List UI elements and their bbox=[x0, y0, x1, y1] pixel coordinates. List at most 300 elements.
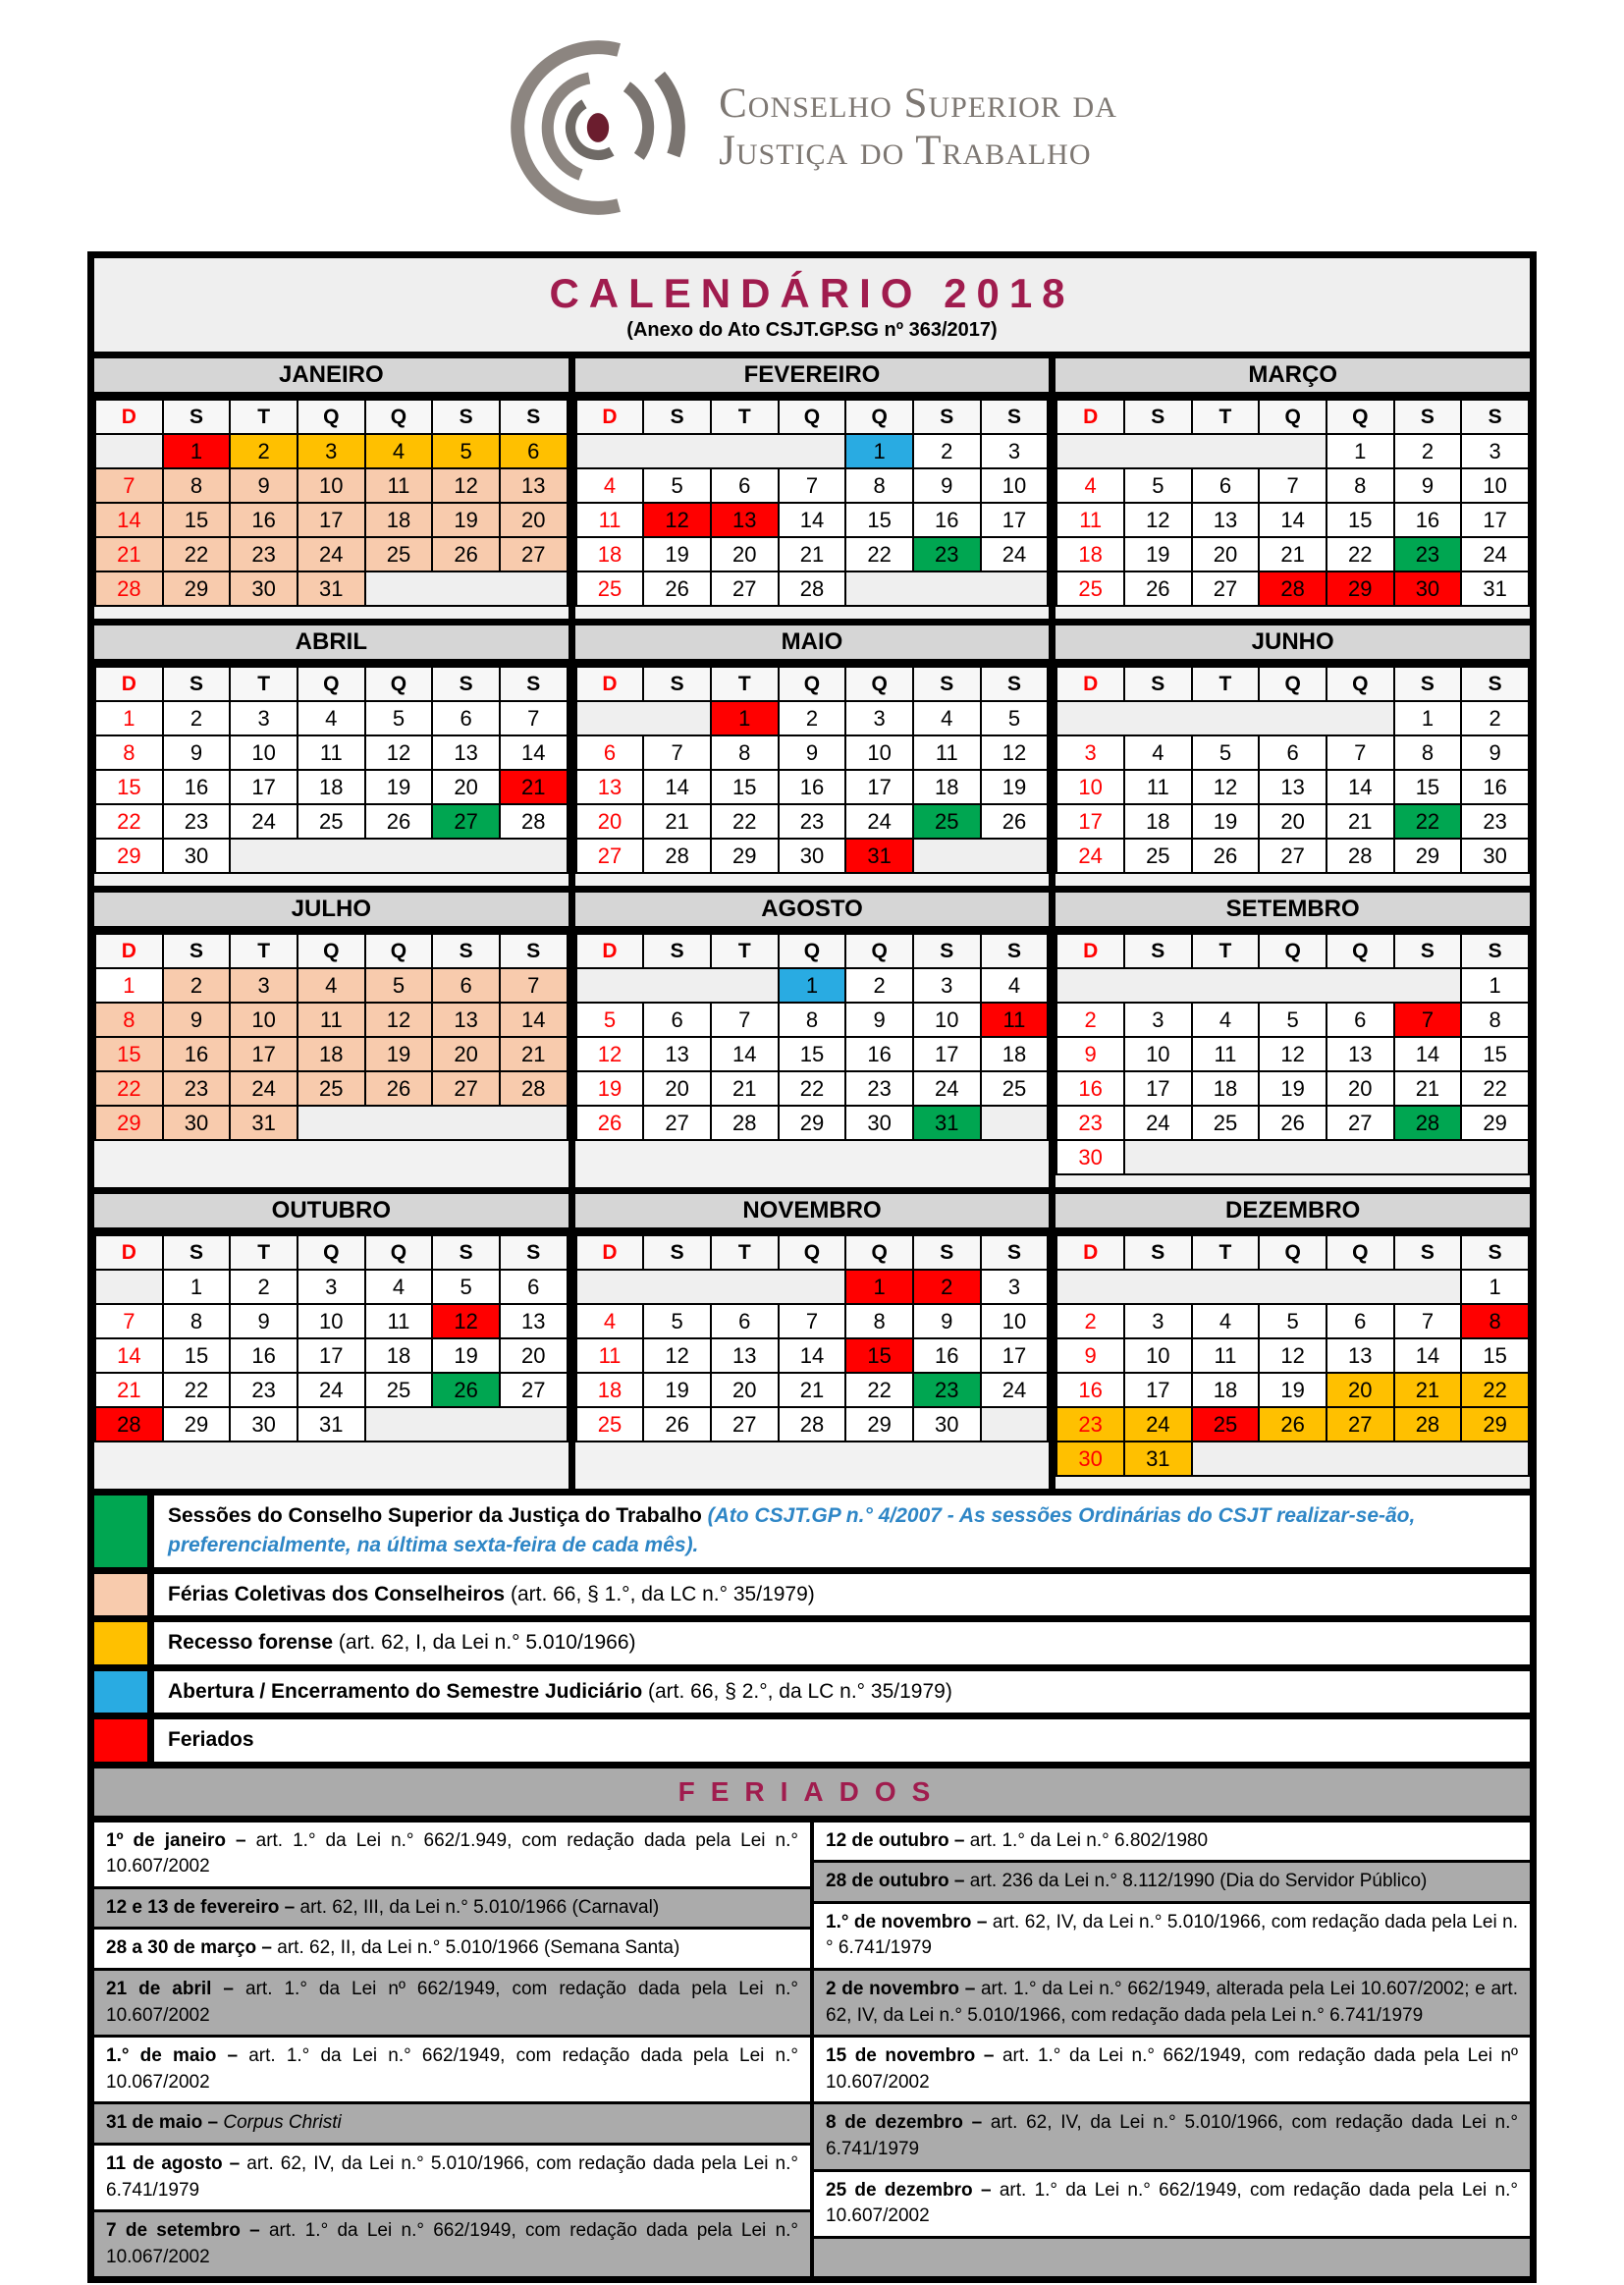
day-cell: 29 bbox=[711, 839, 779, 873]
day-cell: 18 bbox=[1192, 1373, 1260, 1407]
day-cell: 8 bbox=[163, 1304, 231, 1338]
day-cell: 9 bbox=[1461, 735, 1529, 770]
legend-note: (art. 62, I, da Lei n.° 5.010/1966) bbox=[338, 1631, 636, 1655]
day-cell: 25 bbox=[576, 571, 644, 606]
weekday-header: Q bbox=[845, 400, 913, 434]
day-cell: 17 bbox=[298, 503, 365, 537]
weekday-header: Q bbox=[1326, 400, 1394, 434]
day-cell: 25 bbox=[365, 1373, 433, 1407]
weekday-row bbox=[576, 934, 1049, 968]
day-cell: 8 bbox=[1461, 1003, 1529, 1037]
weekday-header: S bbox=[643, 1235, 711, 1270]
day-cell: 28 bbox=[1394, 1106, 1462, 1140]
day-cell: 20 bbox=[500, 1338, 568, 1373]
weekday-header: Q bbox=[365, 934, 433, 968]
day-cell: 8 bbox=[845, 468, 913, 503]
weekday-header: S bbox=[1394, 667, 1462, 701]
day-cell: 24 bbox=[230, 804, 298, 839]
day-cell: 13 bbox=[643, 1037, 711, 1071]
day-cell: 31 bbox=[1461, 571, 1529, 606]
day-cell: 11 bbox=[1192, 1338, 1260, 1373]
day-cell: 31 bbox=[845, 839, 913, 873]
day-cell: 26 bbox=[432, 537, 500, 571]
day-cell: 8 bbox=[1326, 468, 1394, 503]
day-cell: 12 bbox=[1124, 503, 1192, 537]
day-cell: 23 bbox=[163, 1071, 231, 1106]
legend bbox=[94, 1496, 1530, 1762]
vacation-swatch bbox=[94, 1574, 154, 1615]
empty-cell bbox=[576, 434, 846, 468]
day-cell: 18 bbox=[981, 1037, 1049, 1071]
feriado-text: art. 1.° da Lei n.° 662/1949, com redação dada pela Lei n.° 10.607/2002 bbox=[826, 2179, 1518, 2227]
org-name-line2: Justiça do Trabalho bbox=[719, 128, 1092, 174]
legend-row-recess bbox=[94, 1622, 1530, 1663]
week-row bbox=[95, 1003, 568, 1037]
weekday-header: S bbox=[981, 934, 1049, 968]
weekday-header: S bbox=[432, 400, 500, 434]
week-row bbox=[576, 701, 1049, 735]
day-cell: 11 bbox=[576, 1338, 644, 1373]
day-cell: 5 bbox=[981, 701, 1049, 735]
day-cell: 22 bbox=[1461, 1373, 1529, 1407]
day-cell: 22 bbox=[1461, 1071, 1529, 1106]
day-cell: 1 bbox=[163, 434, 231, 468]
title-block bbox=[94, 258, 1530, 352]
day-cell: 26 bbox=[1259, 1106, 1326, 1140]
weekday-row bbox=[95, 934, 568, 968]
feriado-text: art. 62, IV, da Lei n.° 5.010/1966, com redação dada pela Lei n.° 6.741/1979 bbox=[826, 1911, 1518, 1959]
weekday-header: S bbox=[500, 1235, 568, 1270]
legend-text bbox=[154, 1622, 1530, 1663]
day-cell: 10 bbox=[230, 735, 298, 770]
week-row bbox=[576, 804, 1049, 839]
day-cell: 10 bbox=[1461, 468, 1529, 503]
weekday-header: D bbox=[95, 1235, 163, 1270]
week-row bbox=[95, 1304, 568, 1338]
day-cell: 4 bbox=[365, 1270, 433, 1304]
day-cell: 17 bbox=[1056, 804, 1124, 839]
day-cell: 5 bbox=[365, 968, 433, 1003]
weekday-row bbox=[1056, 934, 1529, 968]
day-cell: 29 bbox=[845, 1407, 913, 1442]
day-cell: 15 bbox=[163, 1338, 231, 1373]
page-title: CALENDÁRIO 2018 bbox=[549, 270, 1075, 316]
weekday-header: D bbox=[1056, 667, 1124, 701]
day-cell: 5 bbox=[1192, 735, 1260, 770]
feriados-column-left bbox=[94, 1823, 810, 2277]
day-cell: 20 bbox=[643, 1071, 711, 1106]
feriado-item bbox=[814, 2038, 1530, 2101]
day-cell: 5 bbox=[432, 434, 500, 468]
day-cell: 19 bbox=[1259, 1071, 1326, 1106]
empty-cell bbox=[365, 571, 568, 606]
day-cell: 12 bbox=[1259, 1338, 1326, 1373]
weekday-row bbox=[95, 400, 568, 434]
legend-label: Feriados bbox=[168, 1728, 254, 1752]
day-cell: 11 bbox=[1124, 770, 1192, 804]
weekday-header: S bbox=[432, 667, 500, 701]
day-cell: 16 bbox=[779, 770, 846, 804]
day-cell: 3 bbox=[298, 1270, 365, 1304]
day-cell: 12 bbox=[432, 468, 500, 503]
month-table bbox=[1056, 1234, 1530, 1477]
day-cell: 30 bbox=[1461, 839, 1529, 873]
week-row bbox=[95, 434, 568, 468]
day-cell: 6 bbox=[432, 968, 500, 1003]
month-filler bbox=[94, 1442, 568, 1489]
empty-cell bbox=[95, 1270, 163, 1304]
feriado-text: art. 1.° da Lei n.° 662/1949, com redação dada pela Lei n.° 10.067/2002 bbox=[106, 2220, 799, 2267]
weekday-header: T bbox=[711, 934, 779, 968]
day-cell: 13 bbox=[711, 1338, 779, 1373]
day-cell: 18 bbox=[365, 503, 433, 537]
week-row bbox=[1056, 701, 1529, 735]
day-cell: 31 bbox=[913, 1106, 981, 1140]
day-cell: 21 bbox=[643, 804, 711, 839]
week-row bbox=[576, 1270, 1049, 1304]
month-title: FEVEREIRO bbox=[575, 358, 1050, 399]
day-cell: 20 bbox=[432, 770, 500, 804]
day-cell: 17 bbox=[298, 1338, 365, 1373]
day-cell: 23 bbox=[913, 537, 981, 571]
day-cell: 31 bbox=[298, 1407, 365, 1442]
legend-row-holiday bbox=[94, 1719, 1530, 1761]
feriado-text: art. 62, II, da Lei n.° 5.010/1966 (Semana Santa) bbox=[277, 1937, 680, 1959]
month-filler bbox=[94, 607, 568, 619]
day-cell: 21 bbox=[779, 1373, 846, 1407]
day-cell: 8 bbox=[95, 735, 163, 770]
weekday-header: Q bbox=[845, 1235, 913, 1270]
day-cell: 18 bbox=[1124, 804, 1192, 839]
weekday-header: Q bbox=[1326, 667, 1394, 701]
day-cell: 19 bbox=[432, 503, 500, 537]
day-cell: 15 bbox=[1326, 503, 1394, 537]
feriado-text: art. 62, III, da Lei n.° 5.010/1966 (Carnaval) bbox=[299, 1896, 660, 1918]
day-cell: 19 bbox=[643, 1373, 711, 1407]
feriado-text: art. 1.° da Lei n.° 662/1949, com redação dada pela Lei n.° 10.067/2002 bbox=[106, 2045, 798, 2093]
day-cell: 27 bbox=[500, 1373, 568, 1407]
day-cell: 7 bbox=[1394, 1003, 1462, 1037]
day-cell: 27 bbox=[1259, 839, 1326, 873]
day-cell: 4 bbox=[298, 701, 365, 735]
day-cell: 7 bbox=[1259, 468, 1326, 503]
feriado-item bbox=[94, 1823, 810, 1886]
day-cell: 26 bbox=[1124, 571, 1192, 606]
week-row bbox=[1056, 770, 1529, 804]
day-cell: 14 bbox=[95, 1338, 163, 1373]
day-cell: 14 bbox=[500, 1003, 568, 1037]
day-cell: 8 bbox=[779, 1003, 846, 1037]
empty-cell bbox=[1124, 1140, 1529, 1174]
day-cell: 6 bbox=[500, 1270, 568, 1304]
day-cell: 25 bbox=[576, 1407, 644, 1442]
month-table bbox=[94, 666, 568, 874]
day-cell: 7 bbox=[500, 968, 568, 1003]
weekday-header: T bbox=[1192, 667, 1260, 701]
day-cell: 4 bbox=[298, 968, 365, 1003]
empty-cell bbox=[576, 701, 711, 735]
weekday-header: Q bbox=[365, 400, 433, 434]
month-title: JANEIRO bbox=[94, 358, 568, 399]
day-cell: 2 bbox=[1394, 434, 1462, 468]
day-cell: 12 bbox=[432, 1304, 500, 1338]
month-title: MARÇO bbox=[1056, 358, 1530, 399]
month-table bbox=[575, 399, 1050, 607]
empty-cell bbox=[1056, 1270, 1461, 1304]
legend-row-vacation bbox=[94, 1574, 1530, 1615]
day-cell: 12 bbox=[1192, 770, 1260, 804]
day-cell: 9 bbox=[1056, 1037, 1124, 1071]
day-cell: 11 bbox=[298, 1003, 365, 1037]
day-cell: 20 bbox=[711, 1373, 779, 1407]
day-cell: 12 bbox=[643, 503, 711, 537]
day-cell: 24 bbox=[298, 1373, 365, 1407]
feriado-item bbox=[94, 2212, 810, 2276]
weekday-header: T bbox=[1192, 934, 1260, 968]
day-cell: 3 bbox=[1124, 1304, 1192, 1338]
day-cell: 26 bbox=[1192, 839, 1260, 873]
day-cell: 1 bbox=[95, 701, 163, 735]
day-cell: 25 bbox=[913, 804, 981, 839]
week-row bbox=[576, 735, 1049, 770]
empty-cell bbox=[95, 434, 163, 468]
day-cell: 10 bbox=[1124, 1338, 1192, 1373]
weekday-header: S bbox=[981, 667, 1049, 701]
day-cell: 17 bbox=[1124, 1373, 1192, 1407]
month-filler bbox=[94, 1141, 568, 1187]
day-cell: 28 bbox=[711, 1106, 779, 1140]
day-cell: 16 bbox=[1461, 770, 1529, 804]
day-cell: 12 bbox=[643, 1338, 711, 1373]
day-cell: 3 bbox=[981, 1270, 1049, 1304]
week-row bbox=[576, 968, 1049, 1003]
feriado-text: art. 62, IV, da Lei n.° 5.010/1966, com redação dada pela Lei n.° 6.741/1979 bbox=[106, 2152, 798, 2201]
day-cell: 5 bbox=[365, 701, 433, 735]
day-cell: 23 bbox=[1461, 804, 1529, 839]
day-cell: 19 bbox=[643, 537, 711, 571]
day-cell: 10 bbox=[981, 1304, 1049, 1338]
month-table bbox=[94, 399, 568, 607]
week-row bbox=[576, 1338, 1049, 1373]
weekday-row bbox=[1056, 400, 1529, 434]
day-cell: 26 bbox=[1259, 1407, 1326, 1442]
day-cell: 30 bbox=[1056, 1140, 1124, 1174]
week-row bbox=[95, 1071, 568, 1106]
day-cell: 14 bbox=[711, 1037, 779, 1071]
day-cell: 20 bbox=[576, 804, 644, 839]
day-cell: 15 bbox=[845, 1338, 913, 1373]
day-cell: 10 bbox=[298, 468, 365, 503]
day-cell: 29 bbox=[1461, 1407, 1529, 1442]
day-cell: 3 bbox=[1056, 735, 1124, 770]
day-cell: 23 bbox=[845, 1071, 913, 1106]
day-cell: 23 bbox=[230, 537, 298, 571]
day-cell: 3 bbox=[298, 434, 365, 468]
feriado-text: art. 1.° da Lei n.° 6.802/1980 bbox=[969, 1829, 1209, 1851]
weekday-header: Q bbox=[1259, 400, 1326, 434]
day-cell: 16 bbox=[163, 770, 231, 804]
day-cell: 9 bbox=[913, 1304, 981, 1338]
day-cell: 13 bbox=[1259, 770, 1326, 804]
day-cell: 16 bbox=[163, 1037, 231, 1071]
feriado-text: art. 1.° da Lei n.° 662/1949, com redação dada pela Lei nº 10.607/2002 bbox=[826, 2045, 1518, 2093]
week-row bbox=[576, 537, 1049, 571]
day-cell: 25 bbox=[981, 1071, 1049, 1106]
weekday-row bbox=[95, 1235, 568, 1270]
day-cell: 28 bbox=[1394, 1407, 1462, 1442]
month-title: JUNHO bbox=[1056, 626, 1530, 666]
day-cell: 19 bbox=[576, 1071, 644, 1106]
empty-cell bbox=[1192, 1442, 1529, 1476]
day-cell: 7 bbox=[779, 1304, 846, 1338]
day-cell: 6 bbox=[711, 468, 779, 503]
month-title: AGOSTO bbox=[575, 893, 1050, 933]
day-cell: 18 bbox=[913, 770, 981, 804]
weekday-header: S bbox=[163, 667, 231, 701]
weekday-header: D bbox=[95, 667, 163, 701]
day-cell: 22 bbox=[845, 1373, 913, 1407]
empty-cell bbox=[981, 1407, 1049, 1442]
day-cell: 11 bbox=[1056, 503, 1124, 537]
empty-cell bbox=[913, 839, 1048, 873]
day-cell: 10 bbox=[1056, 770, 1124, 804]
week-row bbox=[576, 1037, 1049, 1071]
month-junho bbox=[1056, 626, 1530, 886]
month-title: ABRIL bbox=[94, 626, 568, 666]
day-cell: 24 bbox=[230, 1071, 298, 1106]
month-title: DEZEMBRO bbox=[1056, 1194, 1530, 1234]
feriado-text: art. 1.° da Lei n.° 662/1.949, com redação dada pela Lei n.° 10.607/2002 bbox=[106, 1829, 798, 1877]
day-cell: 21 bbox=[779, 537, 846, 571]
week-row bbox=[1056, 571, 1529, 606]
day-cell: 12 bbox=[1259, 1037, 1326, 1071]
weekday-header: T bbox=[1192, 400, 1260, 434]
week-row bbox=[576, 839, 1049, 873]
day-cell: 6 bbox=[432, 701, 500, 735]
day-cell: 3 bbox=[845, 701, 913, 735]
feriado-text: art. 1.° da Lei nº 662/1949, com redação dada pela Lei n.° 10.607/2002 bbox=[106, 1979, 798, 2026]
day-cell: 10 bbox=[913, 1003, 981, 1037]
day-cell: 19 bbox=[1192, 804, 1260, 839]
day-cell: 22 bbox=[1326, 537, 1394, 571]
day-cell: 27 bbox=[1326, 1407, 1394, 1442]
weekday-header: S bbox=[913, 1235, 981, 1270]
day-cell: 22 bbox=[845, 537, 913, 571]
day-cell: 16 bbox=[913, 503, 981, 537]
feriado-text: art. 236 da Lei n.° 8.112/1990 (Dia do Servidor Público) bbox=[969, 1871, 1428, 1892]
feriado-item bbox=[94, 2104, 810, 2143]
day-cell: 19 bbox=[432, 1338, 500, 1373]
week-row bbox=[576, 468, 1049, 503]
day-cell: 30 bbox=[230, 1407, 298, 1442]
day-cell: 18 bbox=[1192, 1071, 1260, 1106]
weekday-header: D bbox=[95, 934, 163, 968]
weekday-header: S bbox=[1394, 400, 1462, 434]
day-cell: 23 bbox=[779, 804, 846, 839]
day-cell: 24 bbox=[845, 804, 913, 839]
day-cell: 7 bbox=[1394, 1304, 1462, 1338]
day-cell: 1 bbox=[845, 434, 913, 468]
day-cell: 1 bbox=[1394, 701, 1462, 735]
day-cell: 1 bbox=[1461, 1270, 1529, 1304]
weekday-header: T bbox=[711, 400, 779, 434]
feriados-column-right bbox=[814, 1823, 1530, 2277]
day-cell: 4 bbox=[1056, 468, 1124, 503]
day-cell: 16 bbox=[845, 1037, 913, 1071]
feriado-date: 11 de agosto – bbox=[106, 2152, 247, 2174]
day-cell: 20 bbox=[1326, 1071, 1394, 1106]
month-title: SETEMBRO bbox=[1056, 893, 1530, 933]
weekday-header: Q bbox=[1326, 1235, 1394, 1270]
week-row bbox=[95, 537, 568, 571]
day-cell: 29 bbox=[1394, 839, 1462, 873]
month-table bbox=[575, 666, 1050, 874]
day-cell: 9 bbox=[1394, 468, 1462, 503]
day-cell: 16 bbox=[1056, 1373, 1124, 1407]
day-cell: 12 bbox=[981, 735, 1049, 770]
day-cell: 11 bbox=[365, 1304, 433, 1338]
day-cell: 25 bbox=[298, 804, 365, 839]
weekday-header: Q bbox=[1259, 934, 1326, 968]
day-cell: 4 bbox=[913, 701, 981, 735]
day-cell: 14 bbox=[1259, 503, 1326, 537]
day-cell: 11 bbox=[981, 1003, 1049, 1037]
day-cell: 28 bbox=[779, 1407, 846, 1442]
legend-label: Abertura / Encerramento do Semestre Judiciário bbox=[168, 1679, 648, 1703]
day-cell: 19 bbox=[365, 1037, 433, 1071]
day-cell: 24 bbox=[1056, 839, 1124, 873]
week-row bbox=[576, 1304, 1049, 1338]
day-cell: 9 bbox=[230, 468, 298, 503]
day-cell: 20 bbox=[711, 537, 779, 571]
feriado-text: art. 1.° da Lei n.° 662/1949, alterada pela Lei 10.607/2002; e art. 62, IV, da Lei n.° 5.010/1966, com redação dada pela Lei n.° 6.741/1979 bbox=[826, 1979, 1518, 2026]
day-cell: 2 bbox=[163, 701, 231, 735]
day-cell: 26 bbox=[365, 1071, 433, 1106]
weekday-header: Q bbox=[779, 934, 846, 968]
day-cell: 15 bbox=[163, 503, 231, 537]
month-novembro bbox=[575, 1194, 1050, 1489]
day-cell: 27 bbox=[500, 537, 568, 571]
day-cell: 2 bbox=[913, 434, 981, 468]
feriado-text: art. 62, IV, da Lei n.° 5.010/1966, com redação dada Lei n.° 6.741/1979 bbox=[826, 2112, 1519, 2159]
legend-label: Recesso forense bbox=[168, 1631, 339, 1655]
week-row bbox=[576, 1071, 1049, 1106]
day-cell: 16 bbox=[1056, 1071, 1124, 1106]
day-cell: 7 bbox=[95, 468, 163, 503]
day-cell: 30 bbox=[1056, 1442, 1124, 1476]
day-cell: 25 bbox=[365, 537, 433, 571]
day-cell: 27 bbox=[711, 571, 779, 606]
day-cell: 21 bbox=[1394, 1071, 1462, 1106]
day-cell: 4 bbox=[1192, 1304, 1260, 1338]
day-cell: 1 bbox=[1461, 968, 1529, 1003]
weekday-header: D bbox=[576, 667, 644, 701]
day-cell: 6 bbox=[500, 434, 568, 468]
calendar-board bbox=[87, 251, 1537, 2283]
month-filler bbox=[94, 874, 568, 886]
day-cell: 10 bbox=[1124, 1037, 1192, 1071]
weekday-header: D bbox=[95, 400, 163, 434]
day-cell: 23 bbox=[1056, 1407, 1124, 1442]
weekday-header: T bbox=[711, 667, 779, 701]
week-row bbox=[95, 468, 568, 503]
month-outubro bbox=[94, 1194, 568, 1489]
month-filler bbox=[1056, 1477, 1530, 1489]
day-cell: 29 bbox=[779, 1106, 846, 1140]
day-cell: 23 bbox=[1056, 1106, 1124, 1140]
day-cell: 15 bbox=[1394, 770, 1462, 804]
day-cell: 30 bbox=[845, 1106, 913, 1140]
